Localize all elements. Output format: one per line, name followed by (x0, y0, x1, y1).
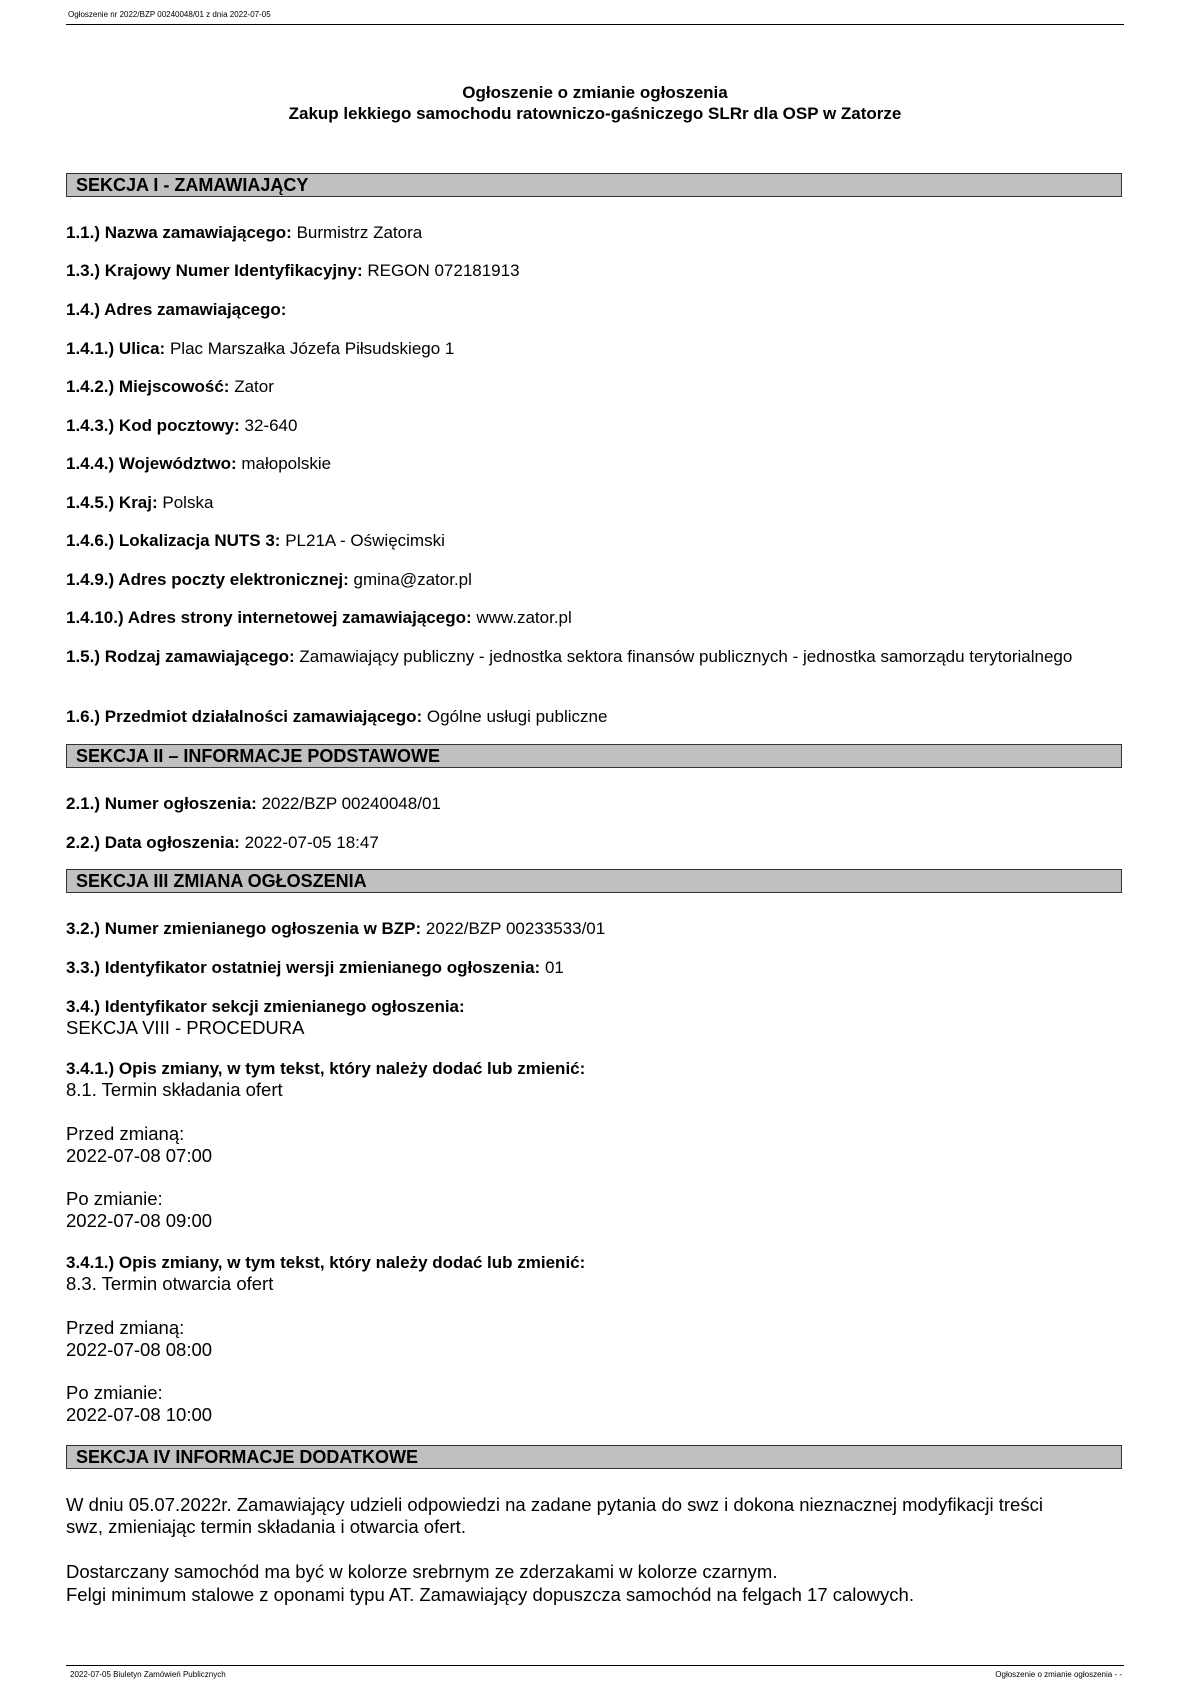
section-4-heading: SEKCJA IV INFORMACJE DODATKOWE (66, 1445, 1122, 1469)
field-value: Ogólne usługi publiczne (426, 707, 608, 726)
field-label: 1.4.5.) Kraj: (66, 493, 158, 512)
footer-right: Ogłoszenie o zmianie ogłoszenia - - (995, 1670, 1122, 1679)
field-label: 1.4.) Adres zamawiającego: (66, 300, 287, 319)
field-label: 3.4.1.) Opis zmiany, w tym tekst, który należy dodać lub zmienić: (66, 1059, 586, 1078)
document-title (66, 82, 1124, 124)
field-1-5 (66, 646, 1122, 667)
field-label: 2.1.) Numer ogłoszenia: (66, 794, 257, 813)
field-3-4-value: SEKCJA VIII - PROCEDURA (66, 1017, 305, 1038)
change-1-label (66, 1058, 1122, 1079)
section-2-heading: SEKCJA II – INFORMACJE PODSTAWOWE (66, 744, 1122, 768)
field-label: 1.4.2.) Miejscowość: (66, 377, 230, 396)
field-value: małopolskie (241, 454, 332, 473)
field-value: Zamawiający publiczny - jednostka sektora finansów publicznych - jednostka samorządu terytorialnego (299, 647, 1073, 666)
field-label: 1.4.4.) Województwo: (66, 454, 237, 473)
info-paragraph-2-line-2: Felgi minimum stalowe z oponami typu AT. Zamawiający dopuszcza samochód na felgach 17 calowych. (66, 1584, 914, 1605)
field-label: 1.4.10.) Adres strony internetowej zamawiającego: (66, 608, 472, 627)
info-paragraph-1-line-1: W dniu 05.07.2022r. Zamawiający udzieli odpowiedzi na zadane pytania do swz i dokona nieznacznej modyfikacji treści (66, 1494, 1043, 1515)
field-value: Plac Marszałka Józefa Piłsudskiego 1 (169, 339, 455, 358)
field-value: www.zator.pl (476, 608, 572, 627)
field-1-4-10 (66, 607, 1122, 628)
field-1-4-2 (66, 376, 1122, 397)
field-label: 1.4.3.) Kod pocztowy: (66, 416, 240, 435)
footer-divider (66, 1665, 1124, 1666)
field-label: 3.4.) Identyfikator sekcji zmienianego ogłoszenia: (66, 997, 465, 1016)
change-2-after-label: Po zmianie: (66, 1382, 163, 1403)
change-1-after-label: Po zmianie: (66, 1188, 163, 1209)
change-1-item: 8.1. Termin składania ofert (66, 1079, 283, 1100)
field-3-4 (66, 996, 1122, 1017)
footer-left: 2022-07-05 Biuletyn Zamówień Publicznych (70, 1670, 226, 1679)
field-1-3 (66, 260, 1122, 281)
field-1-4-6 (66, 530, 1122, 551)
field-1-1 (66, 222, 1122, 243)
change-1-before-label: Przed zmianą: (66, 1123, 185, 1144)
change-2-item: 8.3. Termin otwarcia ofert (66, 1273, 274, 1294)
field-label: 3.4.1.) Opis zmiany, w tym tekst, który należy dodać lub zmienić: (66, 1253, 586, 1272)
field-value: gmina@zator.pl (353, 570, 472, 589)
field-3-2 (66, 918, 1122, 939)
field-1-4-9 (66, 569, 1122, 590)
field-value: Zator (234, 377, 274, 396)
field-1-4-5 (66, 492, 1122, 513)
header-divider (66, 24, 1124, 25)
field-value: 2022/BZP 00240048/01 (261, 794, 441, 813)
page-header: Ogłoszenie nr 2022/BZP 00240048/01 z dnia 2022-07-05 (68, 10, 271, 19)
field-value: REGON 072181913 (367, 261, 520, 280)
field-1-4 (66, 299, 1122, 320)
section-1-heading: SEKCJA I - ZAMAWIAJĄCY (66, 173, 1122, 197)
field-label: 1.5.) Rodzaj zamawiającego: (66, 647, 295, 666)
field-2-2 (66, 832, 1122, 853)
title-line-1: Ogłoszenie o zmianie ogłoszenia (462, 83, 728, 102)
field-label: 1.4.6.) Lokalizacja NUTS 3: (66, 531, 281, 550)
info-paragraph-2-line-1: Dostarczany samochód ma być w kolorze srebrnym ze zderzakami w kolorze czarnym. (66, 1561, 778, 1582)
field-label: 3.2.) Numer zmienianego ogłoszenia w BZP: (66, 919, 422, 938)
change-1-before-value: 2022-07-08 07:00 (66, 1145, 213, 1166)
field-value: 32-640 (244, 416, 298, 435)
field-label: 3.3.) Identyfikator ostatniej wersji zmienianego ogłoszenia: (66, 958, 541, 977)
field-value: Polska (162, 493, 214, 512)
field-label: 1.6.) Przedmiot działalności zamawiającego: (66, 707, 423, 726)
field-value: Burmistrz Zatora (296, 223, 423, 242)
change-2-label (66, 1252, 1122, 1273)
field-2-1 (66, 793, 1122, 814)
field-value: 2022/BZP 00233533/01 (425, 919, 606, 938)
field-3-3 (66, 957, 1122, 978)
change-2-before-label: Przed zmianą: (66, 1317, 185, 1338)
field-value: 2022-07-05 18:47 (244, 833, 379, 852)
section-3-heading: SEKCJA III ZMIANA OGŁOSZENIA (66, 869, 1122, 893)
field-value: PL21A - Oświęcimski (285, 531, 445, 550)
change-1-after-value: 2022-07-08 09:00 (66, 1210, 213, 1231)
change-2-before-value: 2022-07-08 08:00 (66, 1339, 213, 1360)
field-label: 1.4.1.) Ulica: (66, 339, 166, 358)
title-line-2: Zakup lekkiego samochodu ratowniczo-gaśniczego SLRr dla OSP w Zatorze (288, 104, 902, 123)
field-1-4-1 (66, 338, 1122, 359)
field-1-6 (66, 706, 1122, 727)
info-paragraph-1-line-2: swz, zmieniając termin składania i otwarcia ofert. (66, 1516, 466, 1537)
field-label: 1.3.) Krajowy Numer Identyfikacyjny: (66, 261, 363, 280)
field-label: 2.2.) Data ogłoszenia: (66, 833, 240, 852)
change-2-after-value: 2022-07-08 10:00 (66, 1404, 213, 1425)
field-label: 1.4.9.) Adres poczty elektronicznej: (66, 570, 349, 589)
field-1-4-3 (66, 415, 1122, 436)
field-label: 1.1.) Nazwa zamawiającego: (66, 223, 292, 242)
field-value: 01 (544, 958, 564, 977)
field-1-4-4 (66, 453, 1122, 474)
